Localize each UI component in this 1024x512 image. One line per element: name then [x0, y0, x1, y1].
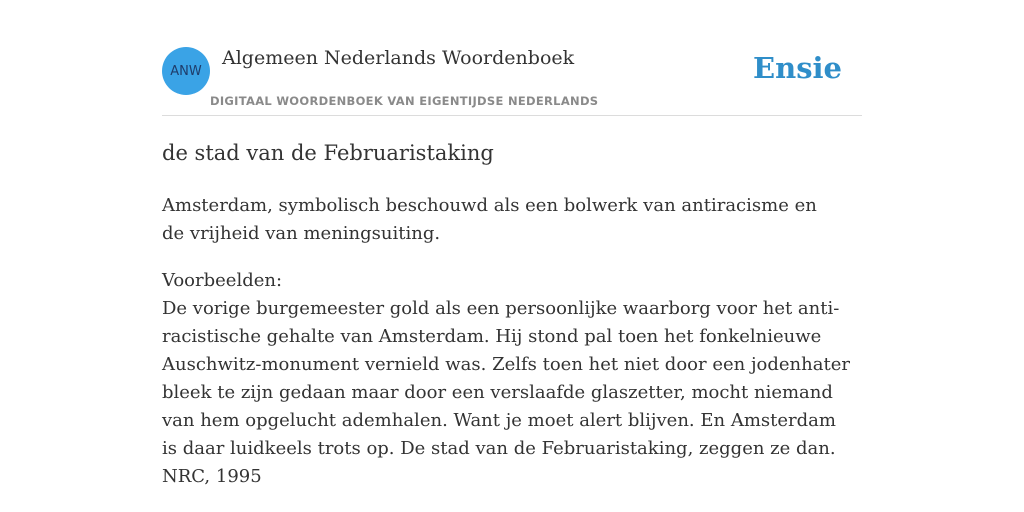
- entry-definition: Amsterdam, symbolisch beschouwd als een bolwerk van antiracisme en de vrijheid van meningsuiting.: [162, 195, 817, 244]
- example-source: NRC, 1995: [162, 466, 262, 487]
- logo-text: ANW: [170, 63, 202, 79]
- site-header: [162, 0, 862, 116]
- site-subtitle: DIGITAAL WOORDENBOEK VAN EIGENTIJDSE NEDERLANDS: [210, 94, 599, 108]
- anw-logo[interactable]: [162, 47, 210, 95]
- entry-term: de stad van de Februaristaking: [162, 141, 494, 165]
- site-title[interactable]: Algemeen Nederlands Woordenboek: [222, 47, 575, 69]
- examples-section: [162, 267, 852, 491]
- examples-label: Voorbeelden:: [162, 270, 283, 291]
- ensie-brand-logo[interactable]: Ensie: [753, 51, 842, 85]
- example-text: De vorige burgemeester gold als een persoonlijke waarborg voor het anti-racistische gehalte van Amsterdam. Hij stond pal toen het fonkelnieuwe Auschwitz-monument vernield was. Zelfs toen het niet door een jodenhater bleek te zijn gedaan maar door een verslaafde glaszetter, mocht niemand van hem opgelucht ademhalen. Want je moet alert blijven. En Amsterdam is daar luidkeels trots op. De stad van de Februaristaking, zeggen ze dan.: [162, 298, 850, 459]
